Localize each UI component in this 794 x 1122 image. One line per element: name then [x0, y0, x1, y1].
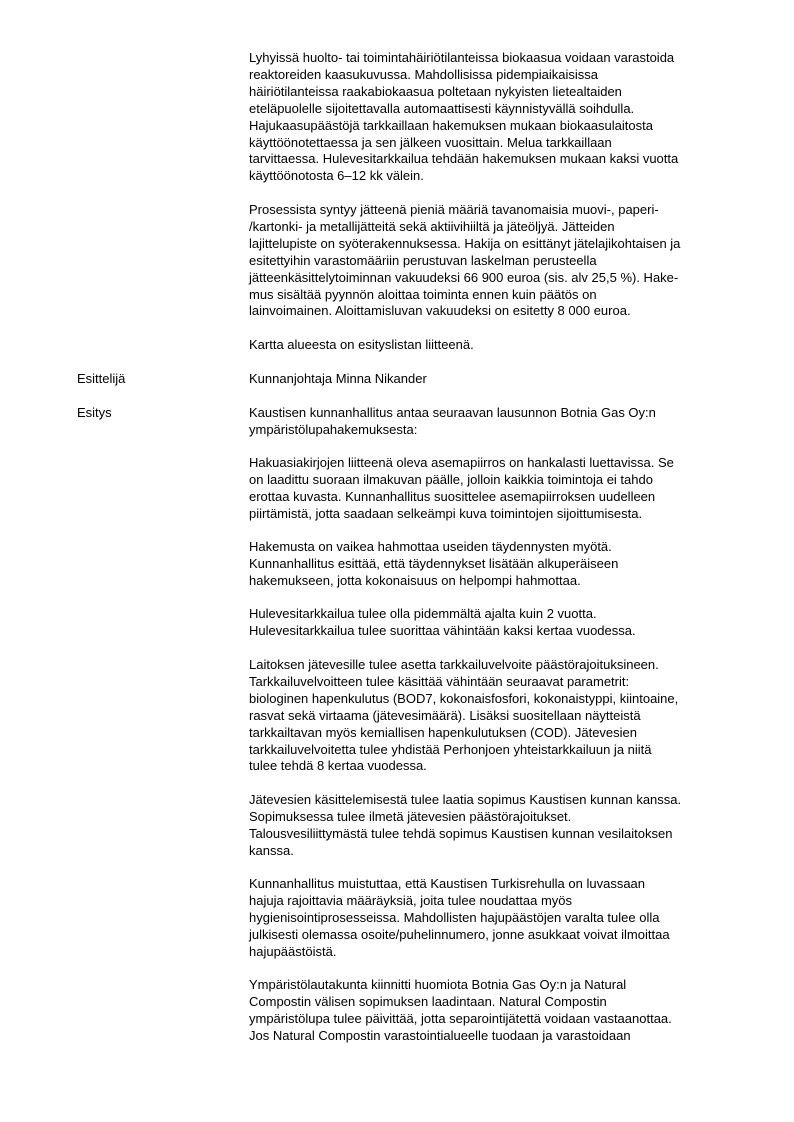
- text-line: Kunnanhallitus muistuttaa, että Kaustisen Turkisrehulla on luvassaan: [249, 876, 646, 891]
- intro-paragraph-1: [249, 50, 741, 185]
- text-line: ympäristölupa tulee päivittää, jotta separointijätettä voidaan vastaanottaa.: [249, 1010, 672, 1026]
- text-line: Sopimuksessa tulee ilmetä jätevesien päästörajoitukset.: [249, 808, 572, 824]
- text-line: tulee tehdä 8 kertaa vuodessa.: [249, 758, 427, 774]
- text-line: Hakuasiakirjojen liitteenä oleva asemapiirros on hankalasti luettavissa. Se: [249, 455, 674, 470]
- esitys-paragraph-5: [249, 657, 741, 775]
- text-line: hakemukseen, jotta kokonaisuus on helpompi hahmottaa.: [249, 572, 581, 588]
- text-line: piirtämistä, jotta saadaan selkeämpi kuva toimintojen sijoittumisesta.: [249, 505, 643, 521]
- text-line: tarkkailtavan myös kemiallisen hapenkulutuksen (COD). Jätevesien: [249, 724, 638, 740]
- esitys-paragraph-3: [249, 539, 741, 590]
- text-line: Ympäristölautakunta kiinnitti huomiota Botnia Gas Oy:n ja Natural: [249, 977, 627, 992]
- text-line: julkisesti olemassa osoite/puhelinnumero, jonne asukkaat voivat ilmoittaa: [249, 926, 670, 942]
- text-line: hajuja rajoittavia määräyksiä, joita tulee noudattaa myös: [249, 892, 573, 908]
- text-line: eteläpuolelle sijoitettavalla automaattisesti käynnistyvällä soihdulla.: [249, 100, 635, 116]
- text-line: Hulevesitarkkailua tulee olla pidemmältä ajalta kuin 2 vuotta.: [249, 606, 597, 621]
- esittelija-value: [249, 371, 741, 388]
- text-line: Hajukaasupäästöjä tarkkaillaan hakemuksen mukaan biokaasulaitosta: [249, 117, 653, 133]
- esitys-paragraph-7: [249, 876, 741, 961]
- text-line: erottaa kuvasta. Kunnanhallitus suosittelee asemapiirroksen uudelleen: [249, 488, 656, 504]
- text-line: Tarkkailuvelvoitteen tulee käsittää vähintään seuraavat parametrit:: [249, 673, 630, 689]
- text-line: esitettyihin varastomääriin perustuvan laskelman perusteella: [249, 252, 597, 268]
- text-line: Lyhyissä huolto- tai toimintahäiriötilanteissa biokaasua voidaan varastoida: [249, 50, 675, 65]
- text-line: on laadittu suoraan ilmakuvan päälle, jolloin kaikkia toimintoja ei tahdo: [249, 471, 653, 487]
- text-line: Compostin välisen sopimuksen laadintaan. Natural Compostin: [249, 993, 607, 1009]
- esitys-paragraph-6: [249, 792, 741, 860]
- text-line: lajittelupiste on syöterakennuksessa. Hakija on esittänyt jätelajikohtaisen ja: [249, 235, 681, 251]
- text-line: hajupäästöistä.: [249, 943, 337, 959]
- text-line: Prosessista syntyy jätteenä pieniä määriä tavanomaisia muovi-, paperi-: [249, 202, 659, 217]
- text-line: käyttöönotosta 6–12 kk välein.: [249, 168, 424, 184]
- text-line: ympäristölupahakemuksesta:: [249, 421, 418, 437]
- text-line: reaktoreiden kaasukuvussa. Mahdollisissa pidempiaikaisissa: [249, 66, 599, 82]
- esitys-paragraph-4: [249, 606, 741, 640]
- intro-paragraph-3: [249, 337, 741, 354]
- esitys-paragraph-2: [249, 455, 741, 523]
- text-line: mus sisältää pyynnön aloittaa toiminta ennen kuin päätös on: [249, 286, 597, 302]
- text-line: käyttöönotettaessa ja sen jälkeen vuosittain. Melua tarkkaillaan: [249, 134, 612, 150]
- text-line: Jätevesien käsittelemisestä tulee laatia sopimus Kaustisen kunnan kanssa.: [249, 792, 682, 807]
- text-line: Laitoksen jätevesille tulee asetta tarkkailuvelvoite päästörajoituksineen.: [249, 657, 659, 672]
- text-line: Kartta alueesta on esityslistan liitteenä.: [249, 337, 474, 352]
- esitys-label: Esitys: [77, 405, 112, 420]
- text-line: häiriötilanteissa raakabiokaasua poltetaan nykyisten lietealtaiden: [249, 83, 622, 99]
- text-line: Jos Natural Compostin varastointialueelle tuodaan ja varastoidaan: [249, 1027, 631, 1043]
- text-line: hygienisointiprosesseissa. Mahdollisten hajupäästöjen varalta tulee olla: [249, 909, 660, 925]
- text-line: Kaustisen kunnanhallitus antaa seuraavan lausunnon Botnia Gas Oy:n: [249, 405, 656, 420]
- esitys-paragraph-8: [249, 977, 741, 1045]
- text-line: /kartonki- ja metallijätteitä sekä aktiivihiiltä ja jäteöljyä. Jätteiden: [249, 218, 615, 234]
- esittelija-label: Esittelijä: [77, 371, 126, 386]
- text-line: Kunnanhallitus esittää, että täydennykset lisätään alkuperäiseen: [249, 555, 619, 571]
- text-line: Hulevesitarkkailua tulee suorittaa vähintään kaksi kertaa vuodessa.: [249, 622, 636, 638]
- text-line: tarvittaessa. Hulevesitarkkailua tehdään hakemuksen mukaan kaksi vuotta: [249, 151, 679, 167]
- text-line: Kunnanjohtaja Minna Nikander: [249, 371, 427, 386]
- esitys-paragraph-1: [249, 405, 741, 439]
- text-line: rasvat sekä virtaama (jätevesimäärä). Lisäksi suositellaan näytteistä: [249, 707, 641, 723]
- text-line: jätteenkäsittelytoiminnan vakuudeksi 66 900 euroa (sis. alv 25,5 %). Hake-: [249, 269, 679, 285]
- text-line: lainvoimainen. Aloittamisluvan vakuudeksi on esitetty 8 000 euroa.: [249, 303, 631, 319]
- text-line: biologinen hapenkulutus (BOD7, kokonaisfosfori, kokonaistyppi, kiintoaine,: [249, 690, 679, 706]
- text-line: Talousvesiliittymästä tulee tehdä sopimus Kaustisen kunnan vesilaitoksen: [249, 825, 673, 841]
- text-line: kanssa.: [249, 842, 294, 858]
- text-line: Hakemusta on vaikea hahmottaa useiden täydennysten myötä.: [249, 539, 612, 554]
- intro-paragraph-2: [249, 202, 741, 320]
- text-line: tarkkailuvelvoitetta tulee yhdistää Perhonjoen yhteistarkkailuun ja niitä: [249, 741, 652, 757]
